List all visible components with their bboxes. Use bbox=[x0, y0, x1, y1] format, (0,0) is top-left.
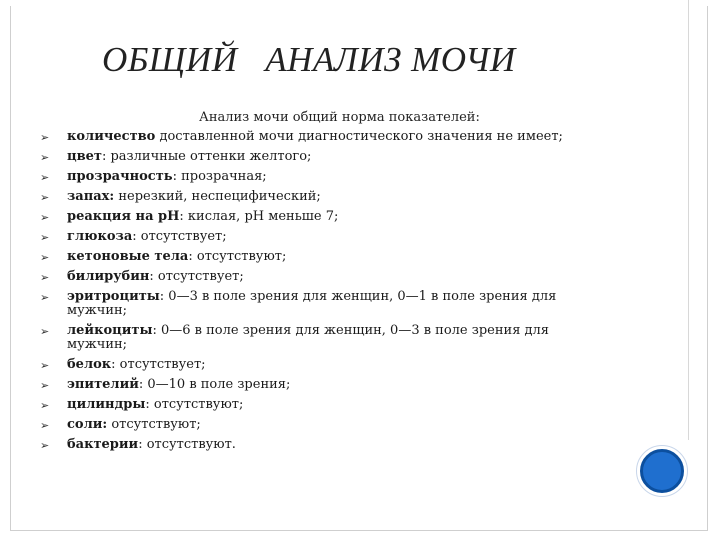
item-description: : различные оттенки желтого; bbox=[101, 149, 312, 164]
item-description: : отсутствуют; bbox=[145, 397, 244, 412]
item-term: лейкоциты bbox=[67, 323, 153, 338]
item-description: : кислая, рН меньше 7; bbox=[179, 209, 339, 224]
item-description: : прозрачная; bbox=[172, 169, 267, 184]
subtitle: Анализ мочи общий норма показателей: bbox=[199, 110, 480, 125]
arrowhead-bullet-icon: ➢ bbox=[40, 171, 50, 184]
list-item bbox=[40, 358, 580, 378]
arrowhead-bullet-icon: ➢ bbox=[40, 231, 50, 244]
item-term: эпителий bbox=[67, 377, 139, 392]
arrowhead-bullet-icon: ➢ bbox=[40, 151, 50, 164]
list-item bbox=[40, 438, 580, 458]
arrowhead-bullet-icon: ➢ bbox=[40, 419, 50, 432]
page-title: ОБЩИЙ АНАЛИЗ МОЧИ bbox=[102, 40, 516, 79]
list-item bbox=[40, 130, 580, 150]
list-item bbox=[40, 150, 580, 170]
vertical-divider bbox=[688, 0, 689, 440]
item-description: : отсутствует; bbox=[132, 229, 227, 244]
item-term: цвет bbox=[67, 149, 102, 164]
list-item bbox=[40, 290, 580, 324]
item-term: бактерии bbox=[67, 437, 139, 452]
decorative-blue-circle bbox=[640, 449, 684, 493]
list-item bbox=[40, 378, 580, 398]
arrowhead-bullet-icon: ➢ bbox=[40, 131, 50, 144]
list-item bbox=[40, 398, 580, 418]
list-item bbox=[40, 418, 580, 438]
item-description: доставленной мочи диагностического значения не имеет; bbox=[155, 129, 563, 144]
item-term: билирубин bbox=[67, 269, 150, 284]
list-item bbox=[40, 210, 580, 230]
item-description: : 0—10 в поле зрения; bbox=[138, 377, 291, 392]
arrowhead-bullet-icon: ➢ bbox=[40, 251, 50, 264]
item-term: эритроциты bbox=[67, 289, 160, 304]
arrowhead-bullet-icon: ➢ bbox=[40, 359, 50, 372]
item-description: отсутствуют; bbox=[107, 417, 201, 432]
arrowhead-bullet-icon: ➢ bbox=[40, 211, 50, 224]
list-item bbox=[40, 324, 580, 358]
item-term: прозрачность bbox=[67, 169, 173, 184]
arrowhead-bullet-icon: ➢ bbox=[40, 379, 50, 392]
item-term: реакция на рН bbox=[67, 209, 180, 224]
arrowhead-bullet-icon: ➢ bbox=[40, 439, 50, 452]
item-description: : 0—6 в поле зрения для женщин, 0—3 в поле зрения для мужчин; bbox=[67, 323, 549, 352]
item-term: цилиндры bbox=[67, 397, 146, 412]
arrowhead-bullet-icon: ➢ bbox=[40, 271, 50, 284]
item-description: : отсутствует; bbox=[149, 269, 244, 284]
item-description: : отсутствуют. bbox=[138, 437, 236, 452]
item-term: количество bbox=[67, 129, 156, 144]
item-term: белок bbox=[67, 357, 112, 372]
list-item bbox=[40, 170, 580, 190]
item-description: : 0—3 в поле зрения для женщин, 0—1 в поле зрения для мужчин; bbox=[67, 289, 557, 318]
item-description: : отсутствуют; bbox=[188, 249, 287, 264]
list-item bbox=[40, 270, 580, 290]
indicator-list bbox=[40, 130, 580, 458]
list-item bbox=[40, 250, 580, 270]
arrowhead-bullet-icon: ➢ bbox=[40, 399, 50, 412]
item-term: запах: bbox=[67, 189, 115, 204]
list-item bbox=[40, 190, 580, 210]
item-term: глюкоза bbox=[67, 229, 133, 244]
item-description: нерезкий, неспецифический; bbox=[114, 189, 321, 204]
arrowhead-bullet-icon: ➢ bbox=[40, 325, 50, 338]
arrowhead-bullet-icon: ➢ bbox=[40, 291, 50, 304]
item-description: : отсутствует; bbox=[111, 357, 206, 372]
item-term: соли: bbox=[67, 417, 108, 432]
item-term: кетоновые тела bbox=[67, 249, 189, 264]
list-item bbox=[40, 230, 580, 250]
arrowhead-bullet-icon: ➢ bbox=[40, 191, 50, 204]
